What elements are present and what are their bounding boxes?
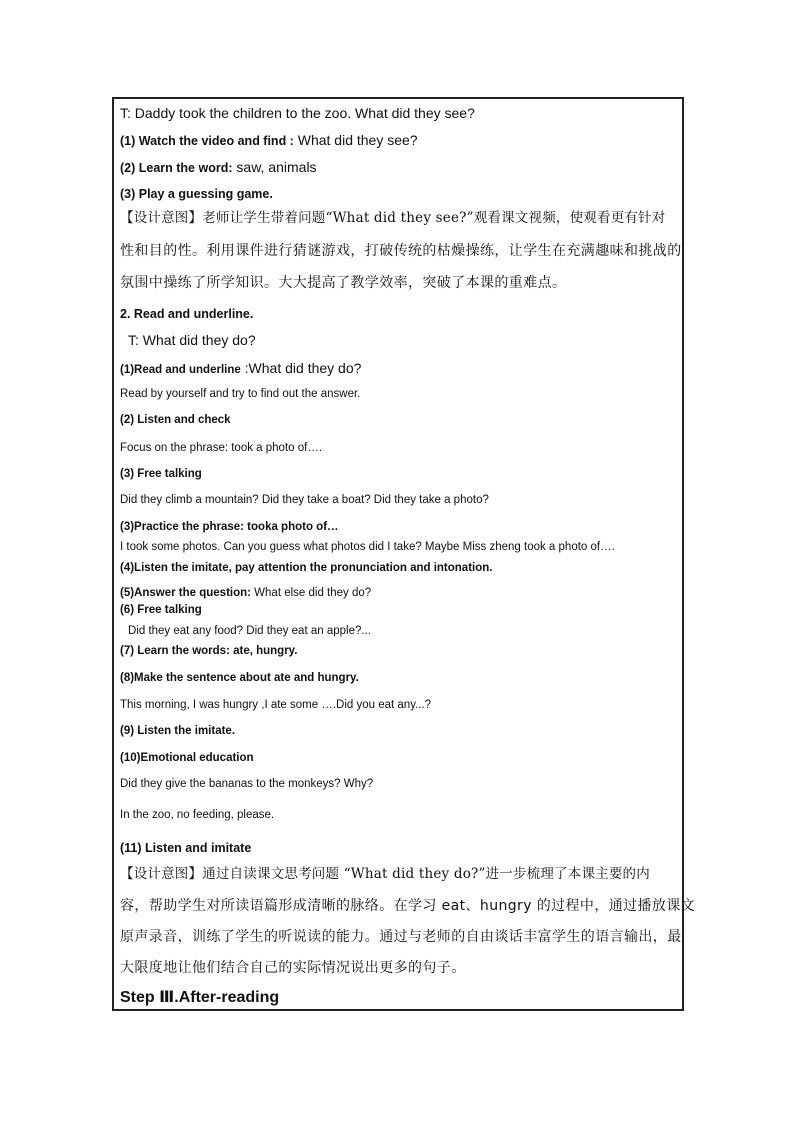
design-intent-1-line-2: 性和目的性。利用课件进行猜谜游戏，打破传统的枯燥操练，让学生在充满趣味和挑战的 bbox=[120, 243, 682, 259]
activity-1 bbox=[120, 133, 418, 149]
activity-2-label: (2) Learn the word: bbox=[120, 161, 233, 175]
step-r10-label: (10)Emotional education bbox=[120, 752, 254, 764]
step-r7-label: (7) Learn the words: ate, hungry. bbox=[120, 645, 298, 657]
design-intent-2-line-4: 大限度地让他们结合自己的实际情况说出更多的句子。 bbox=[120, 960, 466, 976]
step-r3-label: (3) Free talking bbox=[120, 468, 202, 480]
step-r3b-desc: I took some photos. Can you guess what photos did I take? Maybe Miss zheng took a photo of…. bbox=[120, 541, 615, 553]
step-r1-label: (1)Read and underline bbox=[120, 364, 241, 376]
step-r3b-label: (3)Practice the phrase: tooka photo of… bbox=[120, 521, 339, 533]
section-2-question: T: What did they do? bbox=[128, 332, 256, 348]
design-intent-2-line-3: 原声录音，训练了学生的听说读的能力。通过与老师的自由谈话丰富学生的语言输出，最 bbox=[120, 929, 682, 945]
step-r1-text: :What did they do? bbox=[240, 360, 362, 376]
activity-2 bbox=[120, 160, 317, 176]
step-r5-label: (5)Answer the question: bbox=[120, 587, 251, 599]
step-r5 bbox=[120, 584, 371, 600]
activity-3: (3) Play a guessing game. bbox=[120, 187, 273, 201]
design-intent-2-line-2: 容，帮助学生对所读语篇形成清晰的脉络。在学习 eat、hungry 的过程中，通过播放课文 bbox=[120, 898, 696, 914]
step-r6-label: (6) Free talking bbox=[120, 604, 202, 616]
step-r2-desc: Focus on the phrase: took a photo of…. bbox=[120, 442, 323, 454]
step-r1-desc: Read by yourself and try to find out the answer. bbox=[120, 388, 361, 400]
step-3-heading: Step Ⅲ.After-reading bbox=[120, 989, 280, 1006]
step-r10-desc-1: Did they give the bananas to the monkeys? Why? bbox=[120, 778, 374, 790]
activity-2-text: saw, animals bbox=[232, 159, 317, 175]
design-intent-2-line-1: 【设计意图】通过自读课文思考问题 “What did they do?”进一步梳理了本课主要的内 bbox=[120, 866, 650, 882]
design-intent-1-line-3: 氛围中操练了所学知识。大大提高了教学效率，突破了本课的重难点。 bbox=[120, 275, 567, 291]
step-r1 bbox=[120, 361, 361, 377]
step-r11-label: (11) Listen and imitate bbox=[120, 841, 252, 855]
activity-1-text: What did they see? bbox=[293, 132, 418, 148]
intro-line: T: Daddy took the children to the zoo. What did they see? bbox=[120, 105, 475, 121]
step-r2-label: (2) Listen and check bbox=[120, 414, 231, 426]
step-r8-label: (8)Make the sentence about ate and hungry. bbox=[120, 672, 359, 684]
step-r10-desc-2: In the zoo, no feeding, please. bbox=[120, 809, 275, 821]
step-r9-label: (9) Listen the imitate. bbox=[120, 725, 236, 737]
step-r4-label: (4)Listen the imitate, pay attention the pronunciation and intonation. bbox=[120, 562, 493, 574]
step-r5-text: What else did they do? bbox=[250, 587, 372, 599]
design-intent-1-line-1: 【设计意图】老师让学生带着问题“What did they see?”观看课文视频，使观看更有针对 bbox=[120, 210, 666, 226]
step-r3-desc: Did they climb a mountain? Did they take a boat? Did they take a photo? bbox=[120, 494, 489, 506]
step-r6-desc: Did they eat any food? Did they eat an apple?... bbox=[128, 625, 371, 637]
step-r8-desc: This morning, I was hungry ,I ate some ….Did you eat any...? bbox=[120, 699, 432, 711]
activity-1-label: (1) Watch the video and find : bbox=[120, 134, 294, 148]
section-2-title: 2. Read and underline. bbox=[120, 307, 254, 321]
